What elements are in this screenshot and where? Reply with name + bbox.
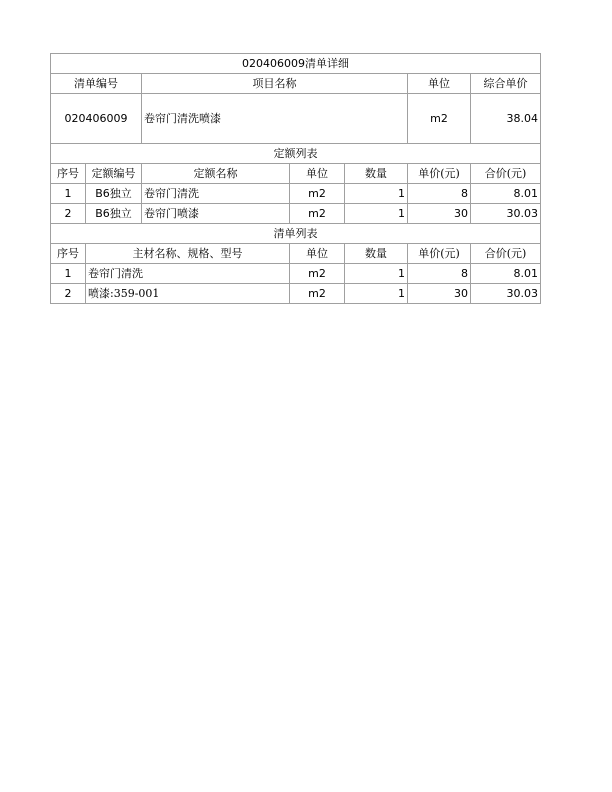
- material-header-seq: 序号: [51, 244, 86, 264]
- composite-price: 38.04: [471, 94, 541, 144]
- material-qty: 1: [345, 264, 408, 284]
- quota-header-total: 合价(元): [471, 164, 541, 184]
- quota-total: 30.03: [471, 204, 541, 224]
- header-composite-price: 综合单价: [471, 74, 541, 94]
- header-item-name: 项目名称: [142, 74, 408, 94]
- quota-header-name: 定额名称: [142, 164, 290, 184]
- quota-header-qty: 数量: [345, 164, 408, 184]
- item-unit: m2: [408, 94, 471, 144]
- quota-unit: m2: [290, 184, 345, 204]
- material-name: 卷帘门清洗: [86, 264, 290, 284]
- bill-code: 020406009: [51, 94, 142, 144]
- material-seq: 1: [51, 264, 86, 284]
- quota-header-unit: 单位: [290, 164, 345, 184]
- material-header-row: [51, 244, 541, 264]
- material-row: [51, 264, 541, 284]
- material-price: 8: [408, 264, 471, 284]
- material-header-unit: 单位: [290, 244, 345, 264]
- quota-row: [51, 204, 541, 224]
- quota-unit: m2: [290, 204, 345, 224]
- material-header-price: 单价(元): [408, 244, 471, 264]
- quota-total: 8.01: [471, 184, 541, 204]
- quota-seq: 1: [51, 184, 86, 204]
- material-header-name: 主材名称、规格、型号: [86, 244, 290, 264]
- quota-price: 30: [408, 204, 471, 224]
- quota-section-title: 定额列表: [51, 144, 541, 164]
- quota-qty: 1: [345, 204, 408, 224]
- quota-code: B6独立: [86, 204, 142, 224]
- material-total: 8.01: [471, 264, 541, 284]
- quota-qty: 1: [345, 184, 408, 204]
- header-bill-code: 清单编号: [51, 74, 142, 94]
- header-unit: 单位: [408, 74, 471, 94]
- title-row: [51, 54, 541, 74]
- material-unit: m2: [290, 264, 345, 284]
- material-name: 喷漆:359-001: [86, 284, 290, 304]
- quota-header-seq: 序号: [51, 164, 86, 184]
- quota-seq: 2: [51, 204, 86, 224]
- material-header-qty: 数量: [345, 244, 408, 264]
- quota-header-code: 定额编号: [86, 164, 142, 184]
- quota-header-price: 单价(元): [408, 164, 471, 184]
- item-name: 卷帘门清洗喷漆: [142, 94, 408, 144]
- material-header-total: 合价(元): [471, 244, 541, 264]
- material-seq: 2: [51, 284, 86, 304]
- material-total: 30.03: [471, 284, 541, 304]
- quota-name: 卷帘门喷漆: [142, 204, 290, 224]
- quota-header-row: [51, 164, 541, 184]
- quota-section-title-row: [51, 144, 541, 164]
- bill-detail-table: [50, 53, 541, 304]
- quota-code: B6独立: [86, 184, 142, 204]
- quota-price: 8: [408, 184, 471, 204]
- quota-name: 卷帘门清洗: [142, 184, 290, 204]
- quota-row: [51, 184, 541, 204]
- table-title: 020406009清单详细: [51, 54, 541, 74]
- material-section-title-row: [51, 224, 541, 244]
- material-price: 30: [408, 284, 471, 304]
- material-unit: m2: [290, 284, 345, 304]
- material-section-title: 清单列表: [51, 224, 541, 244]
- summary-row: [51, 94, 541, 144]
- material-qty: 1: [345, 284, 408, 304]
- material-row: [51, 284, 541, 304]
- summary-header-row: [51, 74, 541, 94]
